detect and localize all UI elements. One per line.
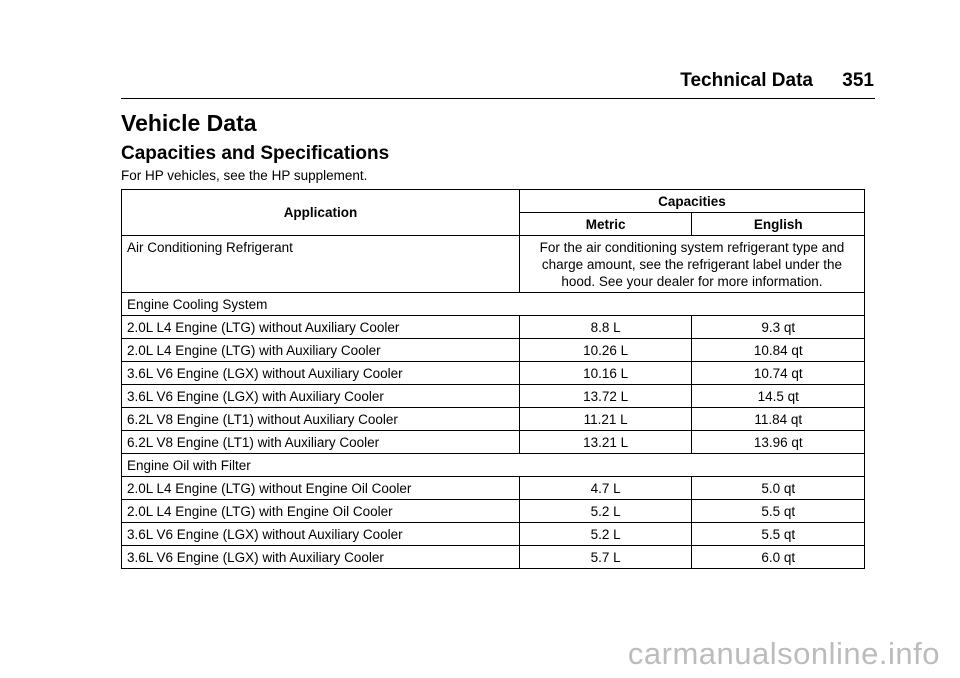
- metric-cell: 10.16 L: [519, 362, 692, 385]
- table-header-row: [122, 190, 865, 213]
- table-row: [122, 385, 865, 408]
- english-cell: 9.3 qt: [692, 316, 865, 339]
- group-row: [122, 454, 865, 477]
- application-cell: 2.0L L4 Engine (LTG) with Auxiliary Cooler: [122, 339, 520, 362]
- table-row: [122, 316, 865, 339]
- table-row: [122, 339, 865, 362]
- metric-header: Metric: [519, 213, 692, 236]
- table-row: [122, 408, 865, 431]
- metric-cell: 13.21 L: [519, 431, 692, 454]
- english-header: English: [692, 213, 865, 236]
- table-row: [122, 546, 865, 569]
- table-row: [122, 431, 865, 454]
- english-cell: 13.96 qt: [692, 431, 865, 454]
- english-cell: 11.84 qt: [692, 408, 865, 431]
- refrigerant-note: For the air conditioning system refrigerant type and charge amount, see the refrigerant label under the hood. See your dealer for more information.: [519, 236, 864, 293]
- metric-cell: 5.7 L: [519, 546, 692, 569]
- metric-cell: 11.21 L: [519, 408, 692, 431]
- application-cell: 2.0L L4 Engine (LTG) without Auxiliary Cooler: [122, 316, 520, 339]
- cooling-group-label: Engine Cooling System: [122, 293, 865, 316]
- table-row: [122, 477, 865, 500]
- oil-group-label: Engine Oil with Filter: [122, 454, 865, 477]
- hp-supplement-note: For HP vehicles, see the HP supplement.: [121, 168, 368, 183]
- section-heading: Vehicle Data: [121, 110, 257, 136]
- application-header: Application: [122, 190, 520, 236]
- english-cell: 14.5 qt: [692, 385, 865, 408]
- page-number: 351: [842, 70, 874, 91]
- application-cell: 3.6L V6 Engine (LGX) without Auxiliary Cooler: [122, 362, 520, 385]
- table-row: [122, 523, 865, 546]
- table-row: [122, 362, 865, 385]
- group-row: [122, 293, 865, 316]
- metric-cell: 5.2 L: [519, 523, 692, 546]
- english-cell: 6.0 qt: [692, 546, 865, 569]
- english-cell: 10.74 qt: [692, 362, 865, 385]
- application-cell: 3.6L V6 Engine (LGX) with Auxiliary Cooler: [122, 546, 520, 569]
- english-cell: 5.5 qt: [692, 500, 865, 523]
- metric-cell: 5.2 L: [519, 500, 692, 523]
- metric-cell: 8.8 L: [519, 316, 692, 339]
- english-cell: 10.84 qt: [692, 339, 865, 362]
- application-cell: 2.0L L4 Engine (LTG) without Engine Oil Cooler: [122, 477, 520, 500]
- metric-cell: 13.72 L: [519, 385, 692, 408]
- table-row: [122, 500, 865, 523]
- metric-cell: 10.26 L: [519, 339, 692, 362]
- application-cell: 6.2L V8 Engine (LT1) with Auxiliary Cooler: [122, 431, 520, 454]
- header-rule: [121, 98, 875, 99]
- application-cell: 3.6L V6 Engine (LGX) with Auxiliary Cooler: [122, 385, 520, 408]
- running-title: Technical Data: [680, 70, 813, 91]
- english-cell: 5.0 qt: [692, 477, 865, 500]
- site-watermark: carmanualsonline.info: [627, 636, 940, 671]
- application-cell: 3.6L V6 Engine (LGX) without Auxiliary Cooler: [122, 523, 520, 546]
- table-row: [122, 236, 865, 293]
- application-cell: 6.2L V8 Engine (LT1) without Auxiliary Cooler: [122, 408, 520, 431]
- subsection-heading: Capacities and Specifications: [121, 143, 390, 164]
- capacities-header: Capacities: [519, 190, 864, 213]
- refrigerant-label: Air Conditioning Refrigerant: [122, 236, 520, 293]
- capacities-table: [121, 189, 865, 569]
- application-cell: 2.0L L4 Engine (LTG) with Engine Oil Cooler: [122, 500, 520, 523]
- metric-cell: 4.7 L: [519, 477, 692, 500]
- english-cell: 5.5 qt: [692, 523, 865, 546]
